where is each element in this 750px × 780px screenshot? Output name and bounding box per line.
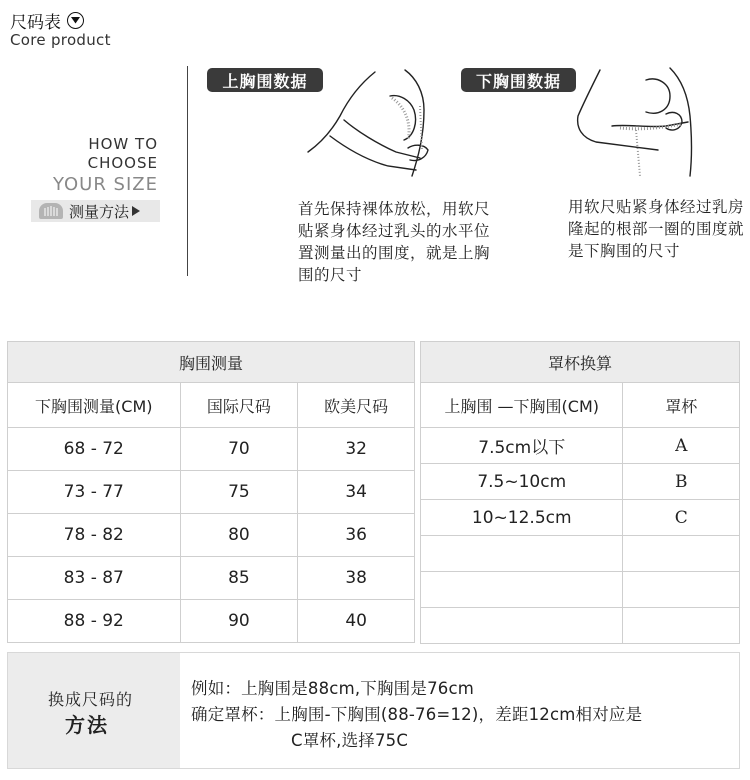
measure-method-label: 测量方法 bbox=[69, 202, 130, 221]
us-eu-size: 40 bbox=[298, 600, 415, 643]
intl-size: 90 bbox=[180, 600, 298, 643]
column-header: 欧美尺码 bbox=[298, 383, 415, 428]
method-title-line1: 换成尺码的 bbox=[48, 690, 134, 709]
size-method-box bbox=[7, 652, 740, 769]
us-eu-size: 32 bbox=[298, 428, 415, 471]
page-title bbox=[10, 8, 84, 33]
upper-bust-description: 首先保持裸体放松，用软尺贴紧身体经过乳头的水平位置测量出的围度，就是上胸围的尺寸 bbox=[298, 200, 491, 284]
method-title-line2: 方法 bbox=[65, 713, 109, 737]
cup-letter: C bbox=[623, 500, 740, 536]
column-header: 罩杯 bbox=[623, 383, 740, 428]
intl-size: 80 bbox=[180, 514, 298, 557]
table-row bbox=[8, 428, 415, 471]
table-row bbox=[421, 464, 740, 500]
under-bust-range: 78 - 82 bbox=[8, 514, 181, 557]
play-arrow-icon bbox=[132, 206, 140, 216]
table-row bbox=[421, 500, 740, 536]
table-row bbox=[8, 557, 415, 600]
page-subtitle: Core product bbox=[10, 31, 111, 49]
table-row bbox=[8, 471, 415, 514]
table-row bbox=[421, 536, 740, 572]
cup-letter bbox=[623, 536, 740, 572]
cup-table-caption: 罩杯换算 bbox=[421, 342, 740, 383]
method-result-line: C罩杯,选择75C bbox=[291, 731, 409, 750]
page-title-text: 尺码表 bbox=[10, 13, 61, 33]
column-header: 上胸围 —下胸围(CM) bbox=[421, 383, 623, 428]
method-title-panel bbox=[8, 653, 180, 768]
intl-size: 85 bbox=[180, 557, 298, 600]
under-bust-range: 83 - 87 bbox=[8, 557, 181, 600]
bust-difference bbox=[421, 608, 623, 644]
bust-difference bbox=[421, 572, 623, 608]
method-cup-line: 确定罩杯：上胸围-下胸围(88-76=12)，差距12cm相对应是 bbox=[191, 705, 643, 724]
column-header: 下胸围测量(CM) bbox=[8, 383, 181, 428]
bust-difference: 7.5cm以下 bbox=[421, 428, 623, 464]
bust-size-table bbox=[7, 341, 415, 643]
table-row bbox=[8, 514, 415, 557]
column-header: 国际尺码 bbox=[180, 383, 298, 428]
us-eu-size: 34 bbox=[298, 471, 415, 514]
us-eu-size: 36 bbox=[298, 514, 415, 557]
bust-difference: 7.5~10cm bbox=[421, 464, 623, 500]
howto-line1: HOW TO bbox=[88, 135, 158, 153]
bust-table-caption: 胸围测量 bbox=[8, 342, 415, 383]
tape-measure-icon bbox=[39, 203, 63, 219]
under-bust-range: 73 - 77 bbox=[8, 471, 181, 514]
table-row bbox=[421, 608, 740, 644]
divider-line bbox=[187, 66, 188, 276]
intl-size: 75 bbox=[180, 471, 298, 514]
under-bust-range: 68 - 72 bbox=[8, 428, 181, 471]
under-bust-range: 88 - 92 bbox=[8, 600, 181, 643]
intl-size: 70 bbox=[180, 428, 298, 471]
upper-bust-measure-illustration bbox=[300, 66, 440, 178]
howto-line3: YOUR SIZE bbox=[52, 174, 158, 195]
table-row bbox=[8, 600, 415, 643]
cup-letter bbox=[623, 608, 740, 644]
bust-difference bbox=[421, 536, 623, 572]
cup-letter bbox=[623, 572, 740, 608]
method-example-line: 例如：上胸围是88cm,下胸围是76cm bbox=[191, 679, 475, 698]
bust-difference: 10~12.5cm bbox=[421, 500, 623, 536]
lower-bust-measure-illustration bbox=[570, 66, 730, 178]
howto-block bbox=[53, 135, 158, 197]
table-row bbox=[421, 428, 740, 464]
table-row bbox=[421, 572, 740, 608]
cup-letter: B bbox=[623, 464, 740, 500]
cup-size-table bbox=[420, 341, 740, 644]
howto-line2: CHOOSE bbox=[87, 154, 158, 172]
cup-letter: A bbox=[623, 428, 740, 464]
lower-bust-description: 用软尺贴紧身体经过乳房隆起的根部一圈的围度就是下胸围的尺寸 bbox=[568, 198, 745, 260]
upper-bust-label: 上胸围数据 bbox=[207, 68, 323, 92]
lower-bust-label: 下胸围数据 bbox=[461, 68, 576, 92]
measure-method-button[interactable] bbox=[31, 200, 160, 222]
us-eu-size: 38 bbox=[298, 557, 415, 600]
chevron-down-icon[interactable] bbox=[67, 12, 84, 29]
